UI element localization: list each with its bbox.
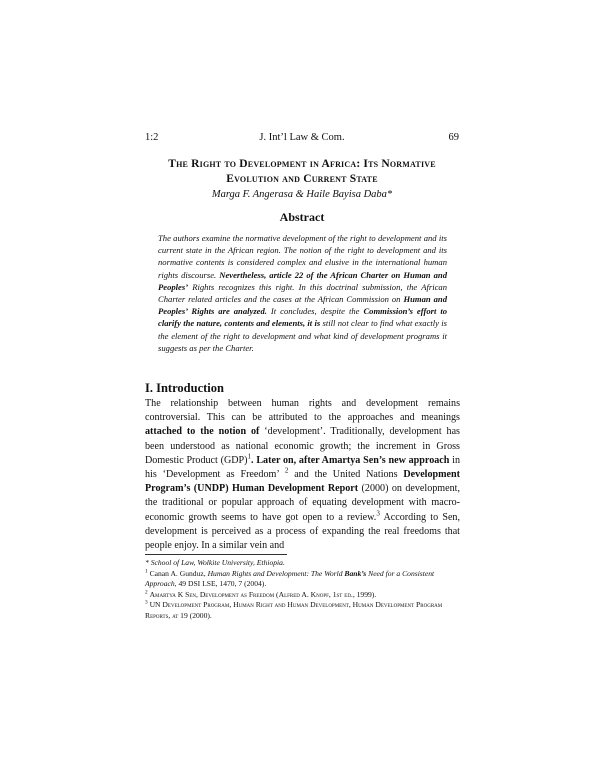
intro-text-2: ‘development’. Traditionally, development has been understood as national economic growth; the increment in Gross Domestic Product (GDP): [145, 426, 460, 466]
authors: Marga F. Angerasa & Haile Bayisa Daba*: [211, 189, 393, 200]
title-line-2: Evolution and Current State: [226, 173, 378, 185]
abstract-text: [158, 232, 447, 354]
volume-issue: 1:2: [145, 132, 159, 143]
affiliation-text: * School of Law, Wolkite University, Ethiopia.: [145, 558, 285, 567]
footnote-1-author: Canan A. Gunduz,: [149, 568, 206, 578]
abstract-bold-1: Nevertheless, article 22 of the African Charter on Human and Peoples’: [158, 269, 447, 292]
intro-text-5: (2000) on development, the traditional or popular approach of equating development with macro-economic growth seems to have got open to a review.: [145, 483, 460, 523]
introduction-paragraph: [145, 397, 460, 553]
intro-text-6: According to Sen, development is perceived as a process of expanding the real freedoms that people enjoy. In a similar vein and: [145, 511, 461, 552]
footnote-author-affiliation: [145, 558, 460, 569]
footnote-3-text: UN Development Program, Human Right and Human Development, Human Development Program Reports, at 19 (2000).: [145, 600, 443, 620]
footnote-ref-1[interactable]: 1: [247, 452, 252, 461]
footnote-1: [145, 569, 460, 590]
intro-text-4: and the United Nations: [294, 469, 398, 481]
intro-text-1: The relationship between human rights and development remains controversial. This can be attributed to the approaches and meanings: [145, 398, 460, 424]
intro-text-3: in his ‘Development as Freedom’: [145, 454, 461, 481]
footnotes: [145, 558, 460, 622]
abstract-part-2: Rights recognizes this right. In this doctrinal submission, the African Charter related articles and the cases at the African Commission on: [158, 281, 447, 305]
title-line-1: The Right to Development in Africa: Its Normative: [168, 158, 436, 170]
footnote-1-number: 1: [145, 568, 148, 575]
footnote-2-number: 2: [145, 589, 148, 596]
footnote-3-number: 3: [145, 599, 148, 606]
abstract-bold-2: Human and Peoples’ Rights are analyzed.: [158, 294, 448, 317]
footnote-1-title-bold: Bank’s: [344, 568, 367, 578]
abstract-part-4: still not clear to find what exactly is the element of the right to development and what kind of development programs it suggests as per the Charter.: [158, 318, 448, 353]
footnote-1-title-a: Human Rights and Development: The World: [207, 568, 343, 578]
page-number: 69: [448, 132, 459, 143]
section-heading-introduction: I. Introduction: [145, 381, 224, 395]
footnote-2-text: Amartya K Sen, Development as Freedom (Alfred A. Knopf, 1st ed., 1999).: [149, 589, 377, 599]
intro-bold-3: Development Program’s (UNDP) Human Development Report: [145, 469, 460, 495]
footnote-divider: [145, 554, 287, 555]
abstract-part-1: The authors examine the normative development of the right to development and its current state in the African region. The notion of the right to development and its normative contents is considered complex and elusive in the international human rights discourse.: [158, 233, 447, 280]
intro-bold-2: . Later on, after Amartya Sen’s new approach: [251, 454, 450, 466]
footnote-3: [145, 600, 460, 621]
footnote-ref-2[interactable]: 2: [284, 466, 289, 475]
footnote-ref-3[interactable]: 3: [376, 509, 380, 518]
abstract-part-3: It concludes, despite the: [270, 306, 360, 317]
abstract-bold-3: Commission’s effort to clarify the nature, contents and elements, it is: [158, 306, 448, 329]
footnote-1-title-b: Need for a Consistent Approach,: [145, 568, 435, 589]
intro-bold-1: attached to the notion of: [145, 426, 260, 438]
journal-name: J. Int’l Law & Com.: [259, 132, 345, 143]
article-title: [130, 157, 474, 187]
abstract-heading: Abstract: [279, 210, 325, 224]
footnote-2: [145, 590, 460, 601]
running-head: [145, 131, 459, 145]
footnote-1-citation: 49 DSI LSE, 1470, 7 (2004).: [178, 579, 267, 589]
